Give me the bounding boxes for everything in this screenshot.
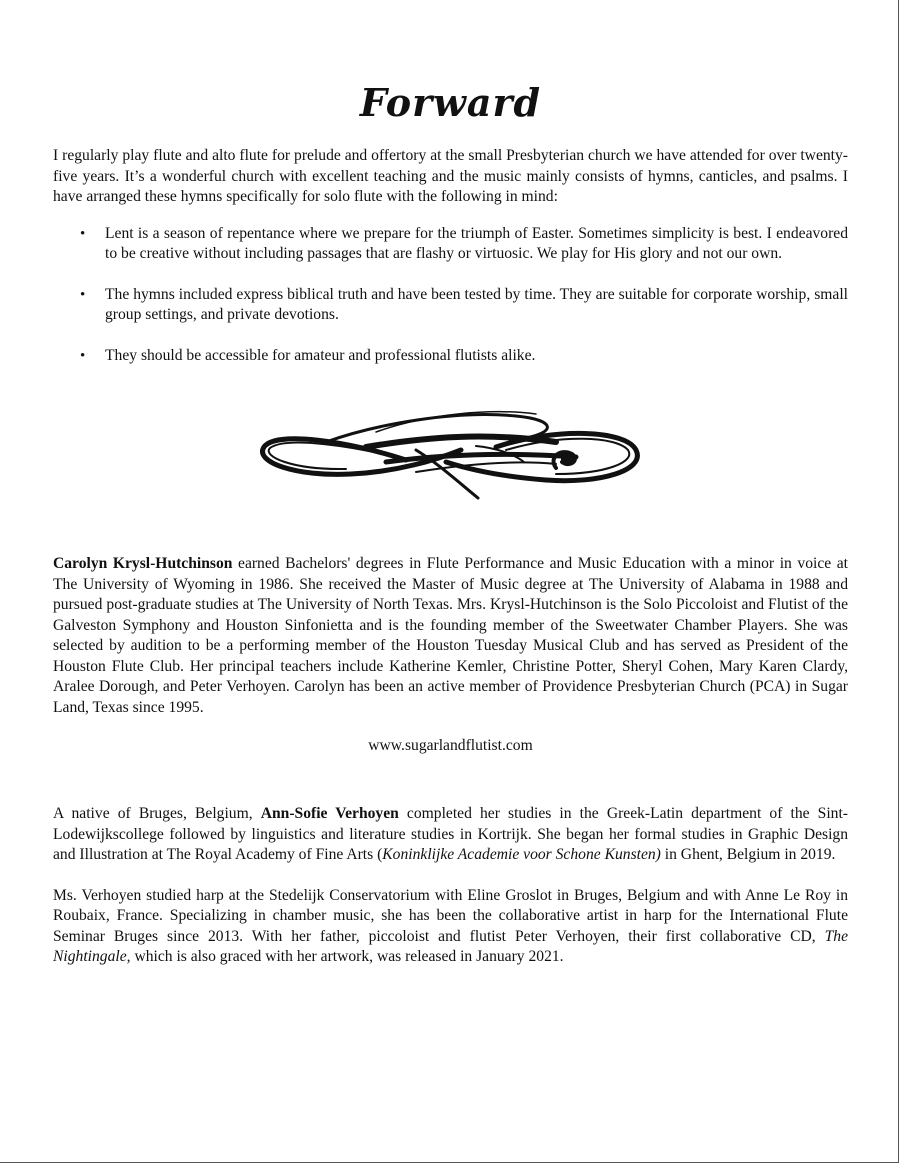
page-title: Forward (359, 80, 542, 125)
website-link[interactable]: www.sugarlandflutist.com (368, 737, 533, 754)
page-content (53, 80, 848, 968)
list-item: • They should be accessible for amateur and professional flutists alike. (105, 346, 848, 367)
academy-native-name: Koninklijke Academie voor Schone Kunsten) (382, 846, 661, 863)
bio-annsofie-name: Ann-Sofie Verhoyen (260, 805, 399, 822)
bio-carolyn-paragraph (53, 554, 848, 718)
bio-carolyn-text: earned Bachelors' degrees in Flute Performance and Music Education with a minor in voice at The University of Wyoming in 1986. She received the Master of Music degree at The University of Alabama in 1988 and pursued post-graduate studies at The University of North Texas. Mrs. Krysl-Hutchinson is the Solo Piccoloist and Flutist of the Galveston Symphony and Houston Sinfonietta and is the founding member of the Sweetwater Chamber Players. She was selected by audition to be a performing member of the Houston Tuesday Musical Club and has served as President of the Houston Flute Club. Her principal teachers include Katherine Kemler, Christine Potter, Sheryl Cohen, Mary Karen Clardy, Aralee Dorough, and Peter Verhoyen. Carolyn has been an active member of Providence Presbyterian Church (PCA) in Sugar Land, Texas since 1995. (53, 555, 848, 716)
flourish-divider-icon (256, 402, 646, 502)
bullet-list (53, 224, 848, 367)
bio-carolyn-name: Carolyn Krysl-Hutchinson (53, 555, 233, 572)
bio-annsofie-prefix: A native of Bruges, Belgium, (53, 805, 261, 822)
list-item: • The hymns included express biblical truth and have been tested by time. They are suitable for corporate worship, small group settings, and private devotions. (105, 285, 848, 326)
intro-paragraph: I regularly play flute and alto flute for prelude and offertory at the small Presbyterian church we have attended for over twenty-five years. It’s a wonderful church with excellent teaching and the music mainly consists of hymns, canticles, and psalms. I have arranged these hymns specifically for solo flute with the following in mind: (53, 147, 848, 205)
bio-harp-paragraph (53, 886, 848, 968)
bio-annsofie-text: completed her studies in the Greek-Latin department of the Sint-Lodewijkscollege followed by linguistics and literature studies in Kortrijk. She began her formal studies in Graphic Design and Illustration at The Royal Academy of Fine Arts ( (53, 805, 848, 863)
list-item: • Lent is a season of repentance where we prepare for the triumph of Easter. Sometimes simplicity is best. I endeavored to be creative without including passages that are flashy or virtuosic. We play for His glory and not our own. (105, 224, 848, 265)
bio-harp-text: Ms. Verhoyen studied harp at the Stedelijk Conservatorium with Eline Groslot in Bruges, Belgium and with Anne Le Roy in Roubaix, France. Specializing in chamber music, she has been the collaborative artist in harp for the International Flute Seminar Bruges since 2013. With her father, piccoloist and flutist Peter Verhoyen, their first collaborative CD, (53, 886, 848, 945)
bio-annsofie-paragraph (53, 804, 848, 866)
cd-title: The Nightingale, (53, 927, 848, 965)
bio-annsofie-suffix: in Ghent, Belgium in 2019. (660, 846, 836, 863)
bio-harp-suffix: which is also graced with her artwork, was released in January 2021. (130, 948, 564, 965)
